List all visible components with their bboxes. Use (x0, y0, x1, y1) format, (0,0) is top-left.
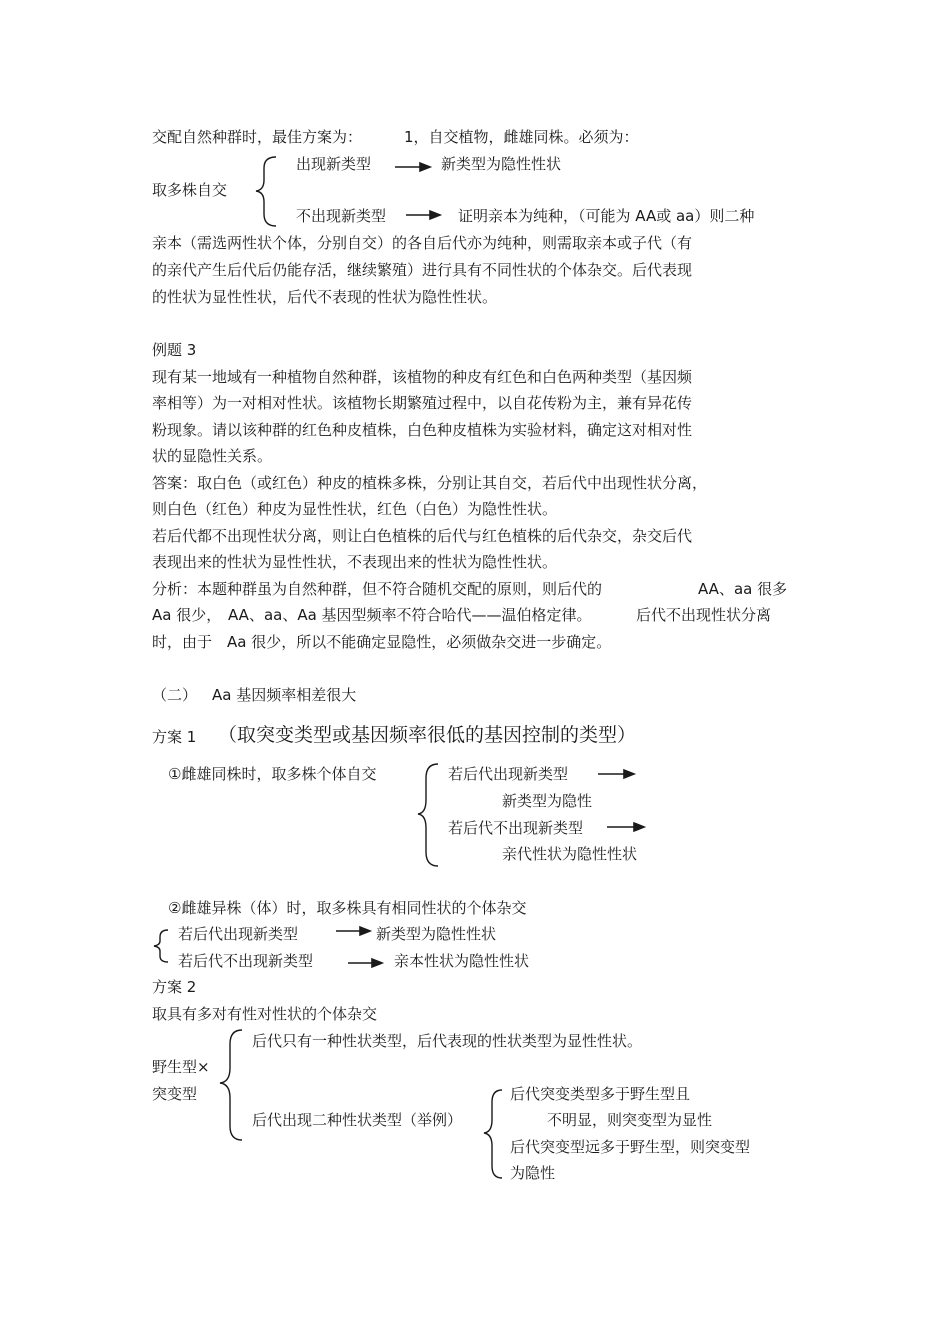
item2-result2: 亲本性状为隐性性状 (394, 952, 530, 970)
left-brace-icon (220, 1030, 242, 1140)
sub-outcome2-b: 为隐性 (510, 1164, 556, 1182)
left-brace-icon (484, 1090, 502, 1178)
answer-line: 若后代都不出现性状分离，则让白色植株的后代与红色植株的后代杂交，杂交后代 (152, 527, 693, 545)
answer-line: 表现出来的性状为显性性状，不表现出来的性状为隐性性状。 (152, 553, 558, 571)
plan1-label: 方案 1 (152, 728, 197, 746)
question-line: 率相等）为一对相对性状。该植物长期繁殖过程中，以自花传粉为主，兼有异花传 (152, 394, 693, 412)
left-brace-icon (154, 930, 168, 962)
sub-outcome2-a: 后代突变型远多于野生型，则突变型 (510, 1138, 751, 1156)
section-heading-number: （二） (152, 686, 198, 704)
answer-line: 答案：取白色（或红色）种皮的植株多株，分别让其自交，若后代中出现性状分离， (152, 474, 708, 492)
branch1-condition: 出现新类型 (296, 155, 372, 173)
paragraph-line: 的性状为显性性状，后代不表现的性状为隐性性状。 (152, 288, 498, 306)
item1-result1: 新类型为隐性 (502, 792, 593, 810)
cross-label-a: 野生型× (152, 1058, 210, 1076)
left-brace-icon (256, 157, 276, 226)
analysis-line-d: AA、aa、Aa 基因型频率不符合哈代——温伯格定律。 (228, 606, 592, 624)
item2-branch1: 若后代出现新类型 (178, 925, 299, 943)
paragraph-line: 的亲代产生后代后仍能存活，继续繁殖）进行具有不同性状的个体杂交。后代表现 (152, 261, 693, 279)
item1-branch1: 若后代出现新类型 (448, 765, 569, 783)
branch2-condition: 不出现新类型 (296, 207, 387, 225)
example-heading: 例题 3 (152, 341, 197, 359)
sub-outcome1-b: 不明显，则突变型为显性 (547, 1111, 713, 1129)
item1-result2: 亲代性状为隐性性状 (502, 845, 638, 863)
cross-label-b: 突变型 (152, 1085, 198, 1103)
item2-result1: 新类型为隐性性状 (376, 925, 497, 943)
question-line: 状的显隐性关系。 (152, 447, 273, 465)
outcome1: 后代只有一种性状类型，后代表现的性状类型为显性性状。 (252, 1032, 643, 1050)
intro-line-b: 1，自交植物，雌雄同株。必须为： (404, 128, 639, 146)
item1-branch2: 若后代不出现新类型 (448, 819, 584, 837)
analysis-line-b: AA、aa 很多 (698, 580, 788, 598)
question-line: 粉现象。请以该种群的红色种皮植株，白色种皮植株为实验材料，确定这对相对性 (152, 421, 693, 439)
intro-line-a: 交配自然种群时，最佳方案为： (152, 128, 363, 146)
question-line: 现有某一地域有一种植物自然种群，该植物的种皮有红色和白色两种类型（基因频 (152, 368, 693, 386)
item2-branch2: 若后代不出现新类型 (178, 952, 314, 970)
answer-line: 则白色（红色）种皮为显性性状，红色（白色）为隐性性状。 (152, 500, 558, 518)
sub-outcome1-a: 后代突变类型多于野生型且 (510, 1085, 691, 1103)
branch1-result: 新类型为隐性性状 (441, 155, 562, 173)
analysis-line-a: 分析：本题种群虽为自然种群，但不符合随机交配的原则，则后代的 (152, 580, 603, 598)
outcome2: 后代出现二种性状类型（举例） (252, 1111, 463, 1129)
section-heading-title: Aa 基因频率相差很大 (212, 686, 357, 704)
item1-text: ①雌雄同株时，取多株个体自交 (168, 765, 377, 783)
plan1-title: （取突变类型或基因频率很低的基因控制的类型） (218, 724, 637, 746)
plan2-description: 取具有多对有性对性状的个体杂交 (152, 1005, 378, 1023)
analysis-line-f: 时，由于 Aa 很少，所以不能确定显隐性，必须做杂交进一步确定。 (152, 633, 612, 651)
left-brace-icon (418, 764, 438, 866)
item2-text: ②雌雄异株（体）时，取多株具有相同性状的个体杂交 (168, 899, 527, 917)
plan2-label: 方案 2 (152, 978, 197, 996)
analysis-line-c: Aa 很少， (152, 606, 222, 624)
paragraph-line: 亲本（需选两性状个体，分别自交）的各自后代亦为纯种，则需取亲本或子代（有 (152, 234, 693, 252)
branch-left-label: 取多株自交 (152, 181, 228, 199)
branch2-result: 证明亲本为纯种，（可能为 AA或 aa）则二种 (458, 207, 755, 225)
analysis-line-e: 后代不出现性状分离 (636, 606, 772, 624)
